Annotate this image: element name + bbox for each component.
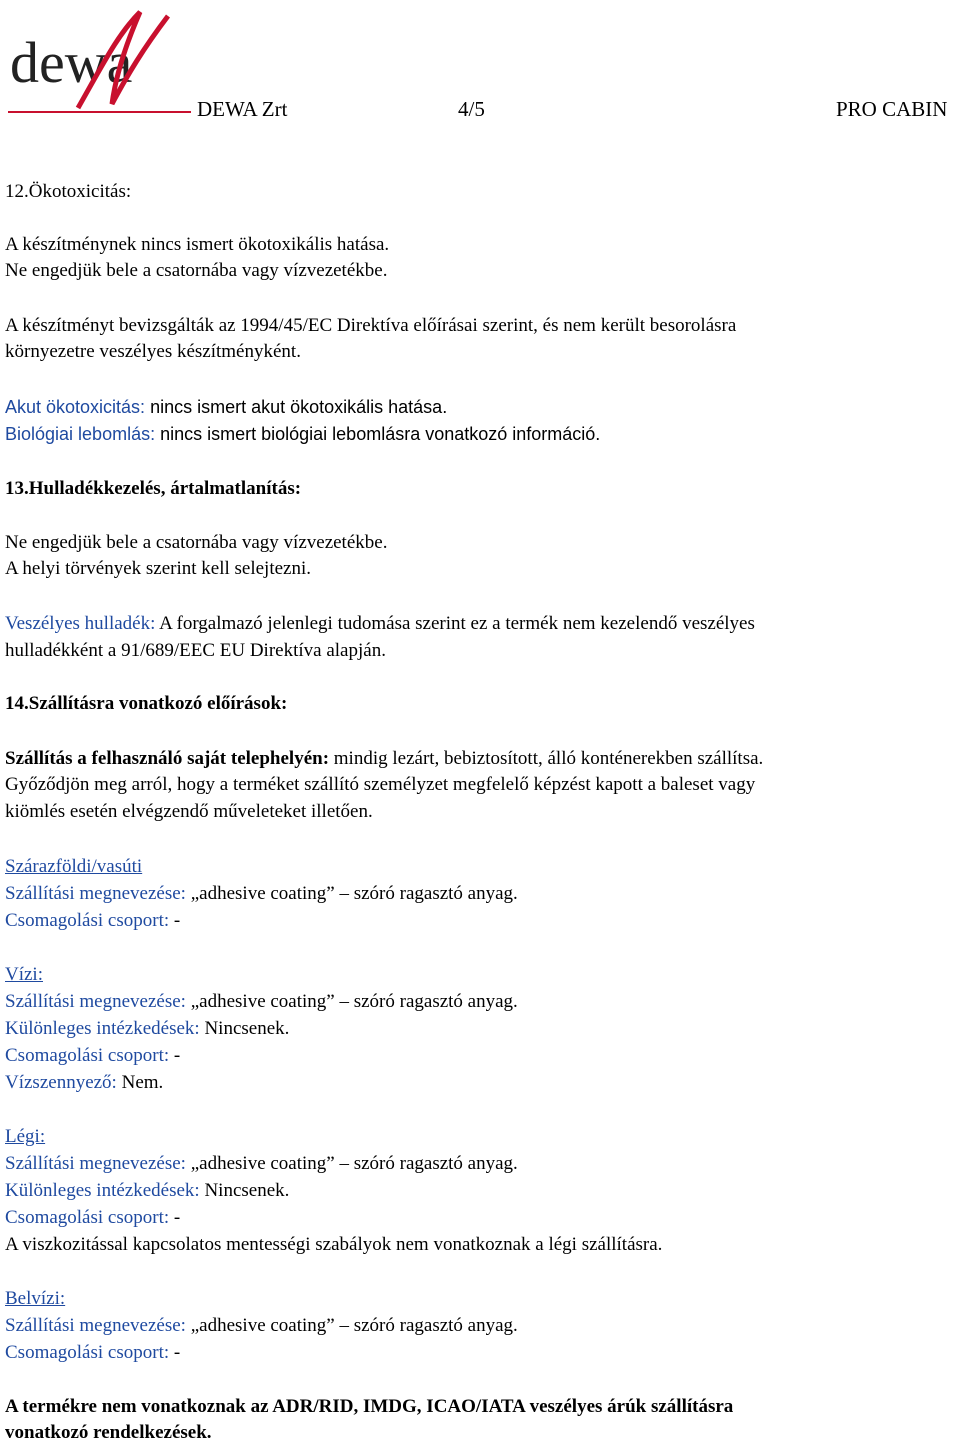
- air-shipping-name: [5, 1153, 518, 1175]
- air-packing-group: [5, 1207, 180, 1229]
- air-viscosity-note: A viszkozitással kapcsolatos mentességi szabályok nem vonatkoznak a légi szállításra.: [5, 1234, 663, 1255]
- special-measures-label: Különleges intézkedések:: [5, 1180, 200, 1201]
- air-special-measures: [5, 1180, 289, 1202]
- header-page-number: 4/5: [458, 97, 485, 121]
- section14-line: kiömlés esetén elvégzendő műveleteket illetően.: [5, 801, 373, 822]
- biodegradation-text: nincs ismert biológiai lebomlásra vonatkozó információ.: [155, 424, 601, 444]
- packing-group-value: -: [169, 1045, 181, 1066]
- water-pollutant-value: Nem.: [116, 1072, 164, 1093]
- hazardous-waste-cont: hulladékként a 91/689/EEC EU Direktíva alapján.: [5, 640, 386, 661]
- inland-packing-group: [5, 1342, 180, 1364]
- acute-ecotox: [5, 396, 447, 418]
- water-pollutant: [5, 1072, 163, 1094]
- section12-heading: 12.Ökotoxicitás:: [5, 181, 132, 202]
- packing-group-label: Csomagolási csoport:: [5, 910, 170, 931]
- biodegradation-label: Biológiai lebomlás:: [5, 424, 156, 444]
- on-site-transport-label: Szállítás a felhasználó saját telephelyén:: [5, 748, 330, 769]
- shipping-name-label: Szállítási megnevezése:: [5, 1153, 186, 1174]
- hazardous-waste-text: A forgalmazó jelenlegi tudomása szerint ez a termék nem kezelendő veszélyes: [155, 613, 755, 634]
- section12-line: A készítménynek nincs ismert ökotoxikális hatása.: [5, 234, 390, 255]
- section12-line: Ne engedjük bele a csatornába vagy vízvezetékbe.: [5, 260, 388, 281]
- regulation-statement-cont: vonatkozó rendelkezések.: [5, 1422, 212, 1443]
- shipping-name-label: Szállítási megnevezése:: [5, 991, 186, 1012]
- special-measures-value: Nincsenek.: [199, 1180, 290, 1201]
- packing-group-label: Csomagolási csoport:: [5, 1342, 170, 1363]
- packing-group-label: Csomagolási csoport:: [5, 1045, 170, 1066]
- land-transport-title: Szárazföldi/vasúti: [5, 856, 143, 877]
- shipping-name-value: „adhesive coating” – szóró ragasztó anyag.: [185, 1315, 518, 1336]
- hazardous-waste: [5, 613, 755, 635]
- on-site-transport-text: mindig lezárt, bebiztosított, álló konténerekben szállítsa.: [329, 748, 764, 769]
- water-packing-group: [5, 1045, 180, 1067]
- packing-group-label: Csomagolási csoport:: [5, 1207, 170, 1228]
- header-product: PRO CABIN: [836, 97, 948, 121]
- header-company: DEWA Zrt: [197, 97, 288, 121]
- air-transport-title: Légi:: [5, 1126, 46, 1147]
- land-packing-group: [5, 910, 180, 932]
- biodegradation: [5, 423, 600, 445]
- section13-line: Ne engedjük bele a csatornába vagy vízvezetékbe.: [5, 532, 388, 553]
- inland-transport-title: Belvízi:: [5, 1288, 66, 1309]
- packing-group-value: -: [169, 1207, 181, 1228]
- acute-ecotox-text: nincs ismert akut ökotoxikális hatása.: [145, 397, 448, 417]
- inland-shipping-name: [5, 1315, 518, 1337]
- section14-heading: 14.Szállításra vonatkozó előírások:: [5, 693, 288, 714]
- section13-line: A helyi törvények szerint kell selejtezni.: [5, 558, 312, 579]
- water-transport-title: Vízi:: [5, 964, 43, 985]
- on-site-transport: [5, 748, 763, 770]
- packing-group-value: -: [169, 910, 181, 931]
- section14-line: Győződjön meg arról, hogy a terméket szállító személyzet megfelelő képzést kapott a baleset vagy: [5, 774, 756, 795]
- shipping-name-value: „adhesive coating” – szóró ragasztó anyag.: [185, 991, 518, 1012]
- section13-heading: 13.Hulladékkezelés, ártalmatlanítás:: [5, 478, 302, 499]
- logo-text: dewa: [10, 30, 133, 95]
- dewa-logo: [8, 4, 193, 116]
- shipping-name-value: „adhesive coating” – szóró ragasztó anyag.: [185, 883, 518, 904]
- shipping-name-value: „adhesive coating” – szóró ragasztó anyag.: [185, 1153, 518, 1174]
- special-measures-value: Nincsenek.: [199, 1018, 290, 1039]
- section12-line: A készítményt bevizsgálták az 1994/45/EC Direktíva előírásai szerint, és nem került besorolásra: [5, 315, 737, 336]
- regulation-statement: A termékre nem vonatkoznak az ADR/RID, IMDG, ICAO/IATA veszélyes árúk szállításra: [5, 1396, 734, 1417]
- acute-ecotox-label: Akut ökotoxicitás:: [5, 397, 146, 417]
- hazardous-waste-label: Veszélyes hulladék:: [5, 613, 156, 634]
- land-shipping-name: [5, 883, 518, 905]
- shipping-name-label: Szállítási megnevezése:: [5, 883, 186, 904]
- water-shipping-name: [5, 991, 518, 1013]
- water-pollutant-label: Vízszennyező:: [5, 1072, 117, 1093]
- section12-line: környezetre veszélyes készítményként.: [5, 341, 301, 362]
- packing-group-value: -: [169, 1342, 181, 1363]
- shipping-name-label: Szállítási megnevezése:: [5, 1315, 186, 1336]
- water-special-measures: [5, 1018, 289, 1040]
- special-measures-label: Különleges intézkedések:: [5, 1018, 200, 1039]
